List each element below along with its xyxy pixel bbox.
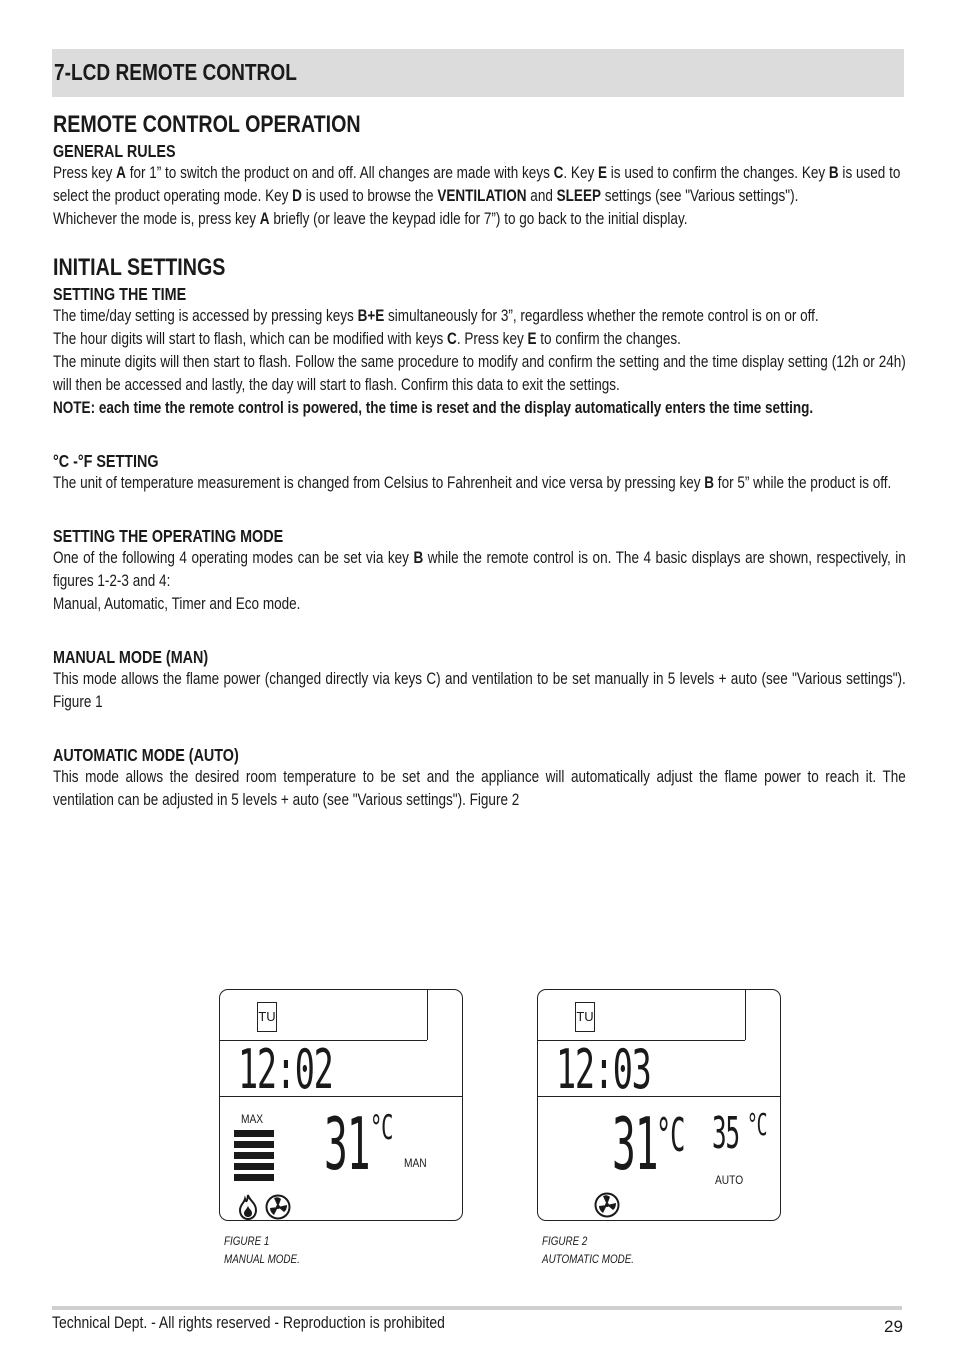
power-level-bar (234, 1141, 274, 1148)
day-indicator: TU (575, 1002, 595, 1032)
set-temperature-unit: °C (747, 1108, 767, 1143)
temperature-unit: °C (656, 1108, 685, 1162)
power-level-bar (234, 1163, 274, 1170)
setting-time-heading: SETTING THE TIME (53, 284, 187, 304)
manual-mode-heading: MANUAL MODE (MAN) (53, 647, 209, 667)
fan-icon (594, 1192, 620, 1218)
section-title: 7-LCD REMOTE CONTROL (54, 59, 297, 85)
general-rules-paragraph-1: Press key A for 1” to switch the product on and off. All changes are made with keys C. Key E is used to confirm the changes. Key B is used to select the product operating mode. Key D is used to browse the VENTILATION and SLEEP settings (see "Various settings"). (53, 164, 901, 205)
setting-time-line-1: The time/day setting is accessed by pressing keys B+E simultaneously for 3”, regardless whether the remote control is on or off. (53, 307, 819, 325)
manual-mode-text: This mode allows the flame power (changed directly via keys C) and ventilation to be set manually in 5 levels + auto (see "Various settings"). Figure 1 (53, 670, 906, 711)
lcd-figure-2 (537, 989, 781, 1221)
unit-setting-heading: °C -°F SETTING (53, 451, 159, 471)
general-rules-heading: GENERAL RULES (53, 141, 176, 161)
initial-settings-heading: INITIAL SETTINGS (53, 254, 226, 281)
room-temperature: 31 (612, 1102, 658, 1186)
temperature-unit: °C (370, 1108, 393, 1148)
max-label: MAX (241, 1112, 264, 1126)
clock-display: 12:02 (238, 1038, 333, 1101)
setting-time-line-3: The minute digits will then start to flash. Follow the same procedure to modify and confirm the setting and the time display setting (12h or 24h) will then be accessed and lastly, the day will start to flash. Confirm this data to exit the settings. (53, 353, 906, 394)
power-level-bar (234, 1174, 274, 1181)
figure-2-caption: FIGURE 2 AUTOMATIC MODE. (542, 1234, 635, 1266)
document-body (53, 110, 906, 812)
page-number: 29 (884, 1317, 903, 1336)
automatic-mode-heading: AUTOMATIC MODE (AUTO) (53, 745, 239, 765)
power-level-bar (234, 1130, 274, 1137)
flame-icon (236, 1194, 260, 1220)
mode-label: AUTO (715, 1173, 744, 1187)
figure-1-caption: FIGURE 1 MANUAL MODE. (224, 1234, 300, 1266)
room-temperature: 31 (324, 1102, 370, 1186)
set-temperature: 35 (712, 1108, 739, 1159)
automatic-mode-text: This mode allows the desired room temperature to be set and the appliance will automatically adjust the flame power to reach it. The ventilation can be adjusted in 5 levels + auto (see "Various settings"). Figure 2 (53, 768, 906, 809)
remote-operation-heading: REMOTE CONTROL OPERATION (53, 111, 361, 138)
fan-icon (265, 1194, 291, 1220)
power-level-bar (234, 1152, 274, 1159)
operating-mode-line-2: Manual, Automatic, Timer and Eco mode. (53, 595, 301, 613)
setting-time-note: NOTE: each time the remote control is powered, the time is reset and the display automatically enters the time setting. (53, 399, 814, 417)
setting-time-line-2: The hour digits will start to flash, which can be modified with keys C. Press key E to confirm the changes. (53, 330, 681, 348)
operating-mode-line-1: One of the following 4 operating modes can be set via key B while the remote control is on. The 4 basic displays are shown, respectively, in figures 1-2-3 and 4: (53, 549, 906, 590)
footer-text: Technical Dept. - All rights reserved - Reproduction is prohibited (52, 1313, 445, 1332)
lcd-figure-1 (219, 989, 463, 1221)
footer-rule (52, 1306, 902, 1310)
mode-label: MAN (404, 1156, 427, 1170)
operating-mode-heading: SETTING THE OPERATING MODE (53, 526, 284, 546)
clock-display: 12:03 (556, 1038, 651, 1101)
general-rules-paragraph-2: Whichever the mode is, press key A briefly (or leave the keypad idle for 7”) to go back to the initial display. (53, 210, 688, 228)
unit-setting-text: The unit of temperature measurement is changed from Celsius to Fahrenheit and vice versa by pressing key B for 5” while the product is off. (53, 474, 892, 492)
section-banner (52, 49, 904, 97)
day-indicator: TU (257, 1002, 277, 1032)
